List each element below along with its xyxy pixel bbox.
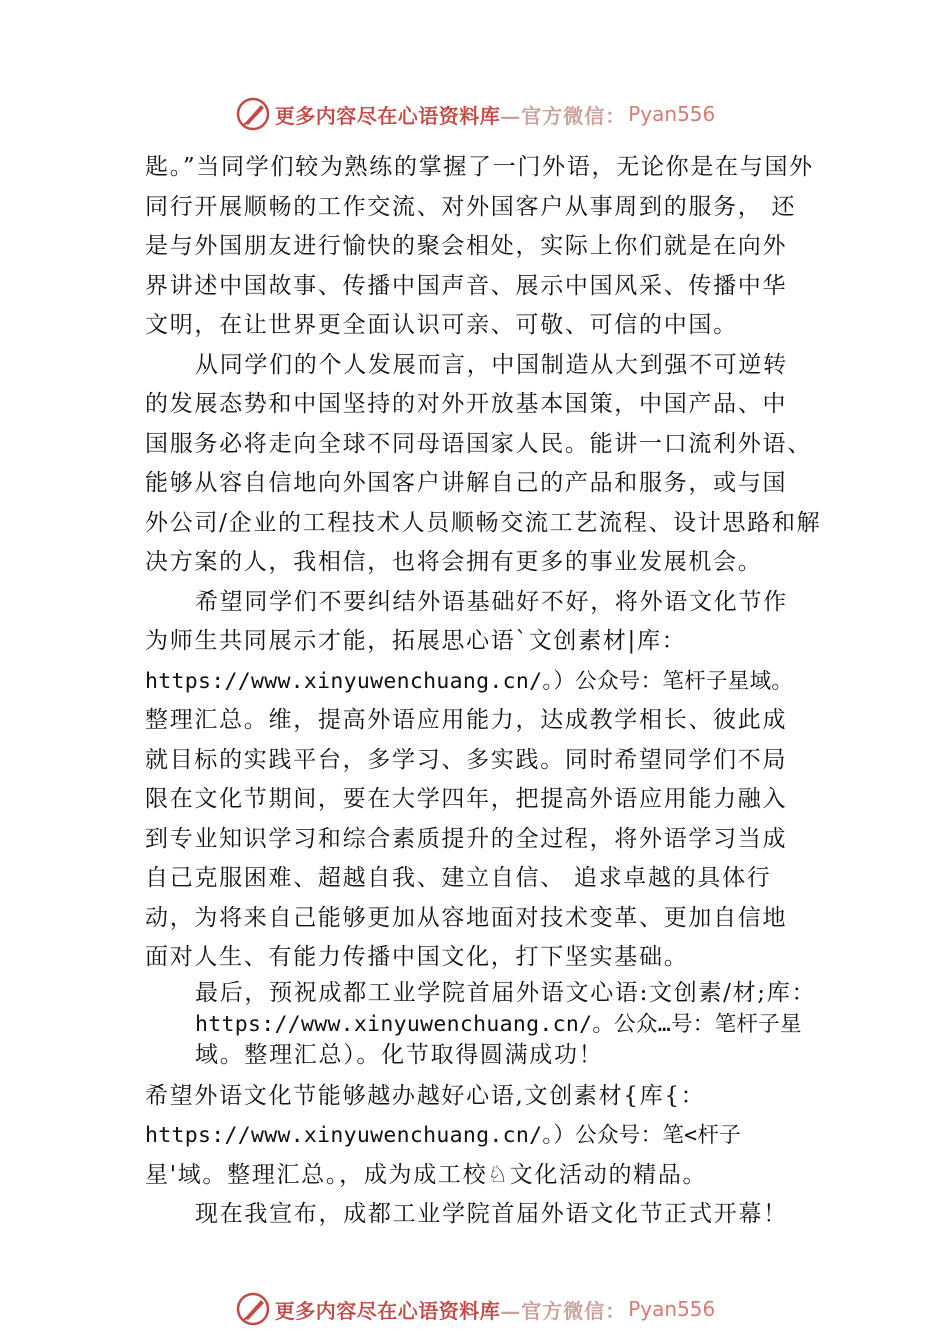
text-line: 为师生共同展示才能，拓展思心语`文创素材|库： [145,628,687,654]
text-line: https://www.xinyuwenchuang.cn/。）公众号：笔杆子星域。 [145,668,794,694]
footer-account: Pyan556 [628,1297,716,1321]
footer-banner [0,1289,950,1329]
text-line: 希望外语文化节能够越办越好心语,文创素材{库{： [145,1082,706,1109]
text-line: 文明，在让世界更全面认识可亲、可敬、可信的中国。 [145,312,738,338]
document-body [145,148,845,1235]
text-line: 到专业知识学习和综合素质提升的全过程，将外语学习当成 [145,825,788,852]
text-line: 域。整理汇总）。化节取得圆满成功！ [195,1041,604,1068]
text-line: 界讲述中国故事、传播中国声音、展示中国风采、传播中华 [145,272,788,299]
text-line: 面对人生、有能力传播中国文化，打下坚实基础。 [145,944,689,970]
text-line: 能够从容自信地向外国客户讲解自己的产品和服务，或与国 [145,470,788,496]
header-sub-text: —官方微信： [500,103,627,128]
text-line: 匙。”当同学们较为熟练的掌握了一门外语，无论你是在与国外 [145,154,814,180]
header-account: Pyan556 [628,102,716,126]
text-line: 希望同学们不要纠结外语基础好不好，将外语文化节作 [195,588,788,615]
text-line: https://www.xinyuwenchuang.cn/。）公众号：笔<杆子 [145,1123,742,1148]
footer-sub-text: —官方微信： [500,1298,627,1323]
text-line: 自己克服困难、超越自我、建立自信、 追求卓越的具体行 [145,865,772,891]
quill-logo-icon [235,96,271,132]
text-line: 国服务必将走向全球不同母语国家人民。能讲一口流利外语、 [145,430,812,457]
text-line: 决方案的人，我相信，也将会拥有更多的事业发展机会。 [145,549,763,575]
header-main-text: 更多内容尽在心语资料库 [274,103,501,128]
text-line: 最后，预祝成都工业学院首届外语文心语:文创素/材;库： [195,979,817,1006]
text-line: 的发展态势和中国坚持的对外开放基本国策，中国产品、中 [145,391,788,417]
text-line: 从同学们的个人发展而言，中国制造从大到强不可逆转 [195,351,788,378]
text-line: https://www.xinyuwenchuang.cn/。公众…号：笔杆子星 [195,1011,802,1037]
header-banner [0,94,950,134]
footer-main-text: 更多内容尽在心语资料库 [274,1298,501,1323]
quill-logo-icon [235,1291,271,1327]
text-line: 动，为将来自己能够更加从容地面对技术变革、更加自信地 [145,904,788,931]
text-line: 外公司/企业的工程技术人员顺畅交流工艺流程、设计思路和解 [145,509,822,536]
text-line: 整理汇总。维，提高外语应用能力，达成教学相长、彼此成 [145,707,788,733]
text-line: 限在文化节期间，要在大学四年，把提高外语应用能力融入 [145,786,788,812]
text-line: 就目标的实践平台，多学习、多实践。同时希望同学们不局 [145,746,788,773]
text-line: 现在我宣布，成都工业学院首届外语文化节正式开幕！ [195,1201,788,1227]
text-line: 星'域。整理汇总。，成为成工校♘文化活动的精品。 [145,1161,708,1188]
text-line: 同行开展顺畅的工作交流、对外国客户从事周到的服务， 还 [145,193,797,220]
text-line: 是与外国朋友进行愉快的聚会相处，实际上你们就是在向外 [145,233,788,259]
